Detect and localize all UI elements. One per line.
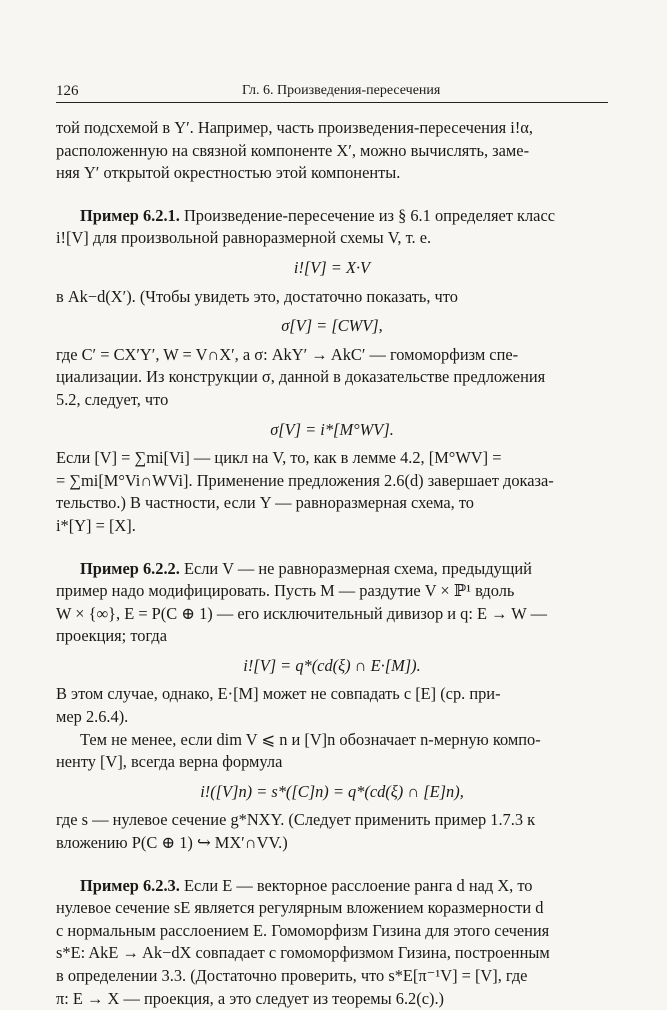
text-line: W × {∞}, E = P(C ⊕ 1) — его исключительный дивизор и q: E → W —	[56, 603, 547, 623]
example-6-2-1	[56, 205, 608, 538]
text-line: Произведение-пересечение из § 6.1 определяет класс	[183, 205, 555, 225]
text-line: расположенную на связной компоненте X′, можно вычислять, заме-	[56, 140, 530, 160]
text-line: Тем не менее, если dim V ⩽ n и [V]n обозначает n-мерную компо-	[80, 729, 541, 749]
text-line: i![V] для произвольной равноразмерной схемы V, т. е.	[56, 228, 432, 248]
example-label: Пример 6.2.2.	[80, 558, 180, 578]
text-line: ненту [V], всегда верна формула	[56, 752, 283, 772]
text-line: Если [V] = ∑mi[Vi] — цикл на V, то, как в лемме 4.2, [M°WV] =	[56, 448, 502, 468]
text-line: пример надо модифицировать. Пусть M — раздутие V × ℙ¹ вдоль	[56, 581, 515, 601]
text-line: циализации. Из конструкции σ, данной в доказательстве предложения	[56, 367, 546, 387]
text-line: где C′ = CX′Y′, W = V∩X′, а σ: AkY′ → AkC′ — гомоморфизм спе-	[56, 344, 519, 364]
text-line: вложению P(C ⊕ 1) ↪ MX′∩VV.)	[56, 833, 288, 853]
text-line: Если E — векторное расслоение ранга d над X, то	[183, 875, 533, 895]
example-6-2-2	[56, 558, 608, 855]
text-line: няя Y′ открытой окрестностью этой компоненты.	[56, 163, 401, 183]
formula: σ[V] = i*[M°WV].	[270, 419, 394, 439]
running-title: Гл. 6. Произведения-пересечения	[242, 83, 441, 98]
formula: σ[V] = [CWV],	[281, 316, 383, 336]
formula: i![V] = X·V	[293, 257, 371, 277]
text-line: i*[Y] = [X].	[56, 515, 136, 535]
text-line: мер 2.6.4).	[56, 707, 129, 727]
text-line: тельство.) В частности, если Y — равноразмерная схема, то	[56, 493, 475, 513]
page-body	[56, 117, 608, 1010]
text-line: в определении 3.3. (Достаточно проверить, что s*E[π⁻¹V] = [V], где	[56, 966, 528, 985]
text-line: где s — нулевое сечение g*NXY. (Следует применить пример 1.7.3 к	[56, 810, 536, 830]
formula: i![V] = q*(cd(ξ) ∩ E·[M]).	[243, 655, 421, 675]
page-header	[56, 80, 608, 103]
text-line: = ∑mi[M°Vi∩WVi]. Применение предложения 2.6(d) завершает доказа-	[56, 470, 554, 490]
text-line: нулевое сечение sE является регулярным вложением коразмерности d	[56, 898, 544, 918]
example-label: Пример 6.2.1.	[80, 205, 180, 225]
example-6-2-3	[56, 875, 608, 1010]
text-line: s*E: AkE → Ak−dX совпадает с гомоморфизмом Гизина, построенным	[56, 943, 550, 963]
example-label: Пример 6.2.3.	[80, 875, 180, 895]
text-line: π: E → X — проекция, а это следует из теоремы 6.2(c).)	[56, 988, 445, 1008]
text-line: проекция; тогда	[56, 626, 167, 646]
text-line: В этом случае, однако, E·[M] может не совпадать с [E] (ср. при-	[56, 684, 501, 704]
text-line: в Ak−d(X′). (Чтобы увидеть это, достаточно показать, что	[56, 286, 458, 306]
page-number: 126	[56, 83, 79, 99]
text-line: той подсхемой в Y′. Например, часть произведения-пересечения i!α,	[56, 118, 533, 137]
text-line: с нормальным расслоением E. Гомоморфизм Гизина для этого сечения	[56, 920, 550, 940]
text-line: Если V — не равноразмерная схема, предыдущий	[183, 558, 532, 578]
intro-paragraph	[56, 117, 608, 185]
formula: i!([V]n) = s*([C]n) = q*(cd(ξ) ∩ [E]n),	[200, 781, 464, 801]
text-line: 5.2, следует, что	[56, 389, 169, 409]
